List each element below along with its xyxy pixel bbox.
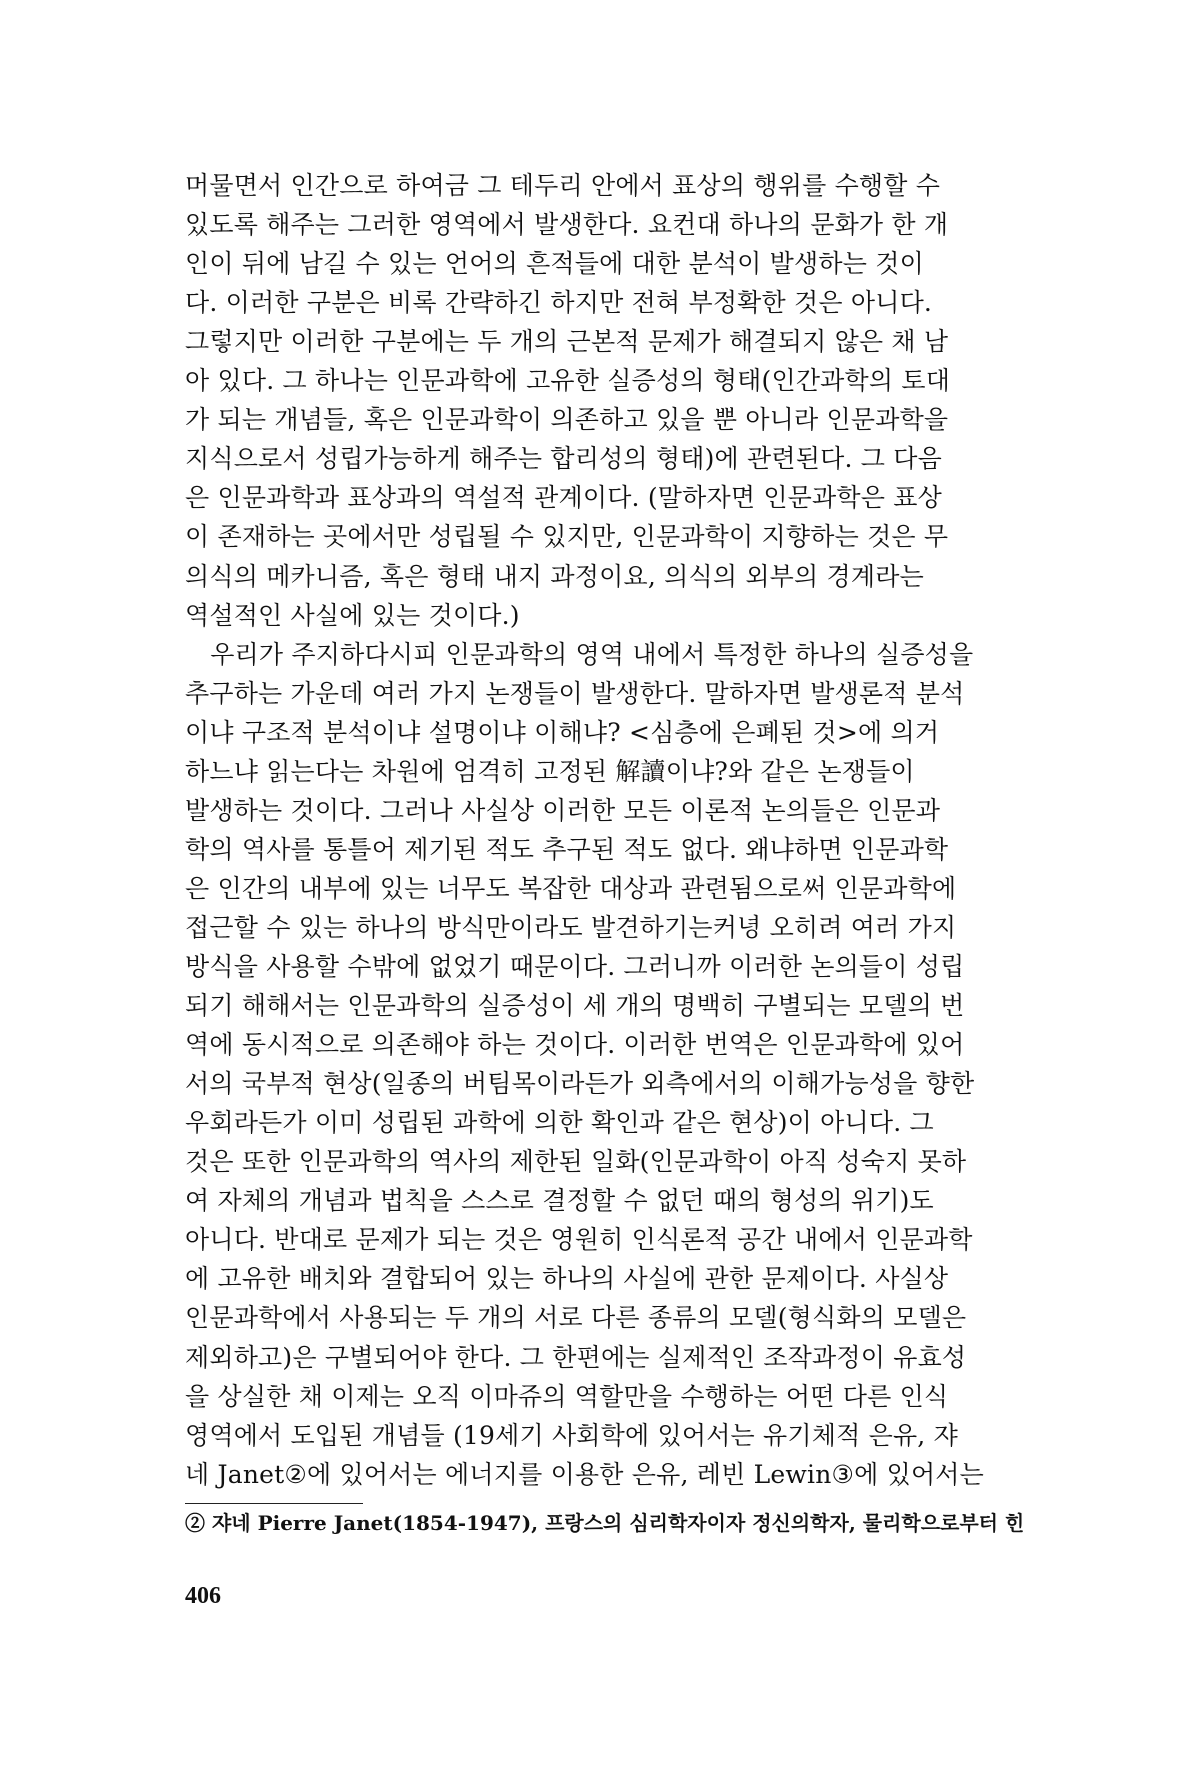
footnote-rule xyxy=(185,1503,363,1504)
text-line: 은 인문과학과 표상과의 역설적 관계이다. (말하자면 인문과학은 표상 xyxy=(185,483,942,513)
text-line: 추구하는 가운데 여러 가지 논쟁들이 발생한다. 말하자면 발생론적 분석 xyxy=(185,678,965,708)
text-line: 학의 역사를 통틀어 제기된 적도 추구된 적도 없다. 왜냐하면 인문과학 xyxy=(185,834,949,864)
page-number: 406 xyxy=(185,1583,221,1609)
text-line: 우회라든가 이미 성립된 과학에 의한 확인과 같은 현상)이 아니다. 그 xyxy=(185,1108,934,1138)
text-line: 접근할 수 있는 하나의 방식만이라도 발견하기는커녕 오히려 여러 가지 xyxy=(185,912,957,942)
text-line: 역설적인 사실에 있는 것이다.) xyxy=(185,600,520,630)
text-line: 을 상실한 채 이제는 오직 이마쥬의 역할만을 수행하는 어떤 다른 인식 xyxy=(185,1381,949,1411)
text-line: 우리가 주지하다시피 인문과학의 영역 내에서 특정한 하나의 실증성을 xyxy=(185,639,974,669)
text-line: 제외하고)은 구별되어야 한다. 그 한편에는 실제적인 조작과정이 유효성 xyxy=(185,1342,967,1372)
text-line: 서의 국부적 현상(일종의 버팀목이라든가 외측에서의 이해가능성을 향한 xyxy=(185,1069,975,1099)
text-line: 인이 뒤에 남길 수 있는 언어의 흔적들에 대한 분석이 발생하는 것이 xyxy=(185,249,924,279)
text-line: 의식의 메카니즘, 혹은 형태 내지 과정이요, 의식의 외부의 경계라는 xyxy=(185,561,924,591)
text-line: 있도록 해주는 그러한 영역에서 발생한다. 요컨대 하나의 문화가 한 개 xyxy=(185,210,949,240)
text-line: 머물면서 인간으로 하여금 그 테두리 안에서 표상의 행위를 수행할 수 xyxy=(185,171,941,200)
text-line: 가 되는 개념들, 혹은 인문과학이 의존하고 있을 뿐 아니라 인문과학을 xyxy=(185,405,949,435)
text-line: 은 인간의 내부에 있는 너무도 복잡한 대상과 관련됨으로써 인문과학에 xyxy=(185,873,957,903)
text-line: 하느냐 읽는다는 차원에 엄격히 고정된 解讀이냐?와 같은 논쟁들이 xyxy=(185,756,915,786)
text-line: 아 있다. 그 하나는 인문과학에 고유한 실증성의 형태(인간과학의 토대 xyxy=(185,366,951,396)
text-line: 인문과학에서 사용되는 두 개의 서로 다른 종류의 모델(형식화의 모델은 xyxy=(185,1303,967,1333)
text-line: 되기 해해서는 인문과학의 실증성이 세 개의 명백히 구별되는 모델의 번 xyxy=(185,991,965,1021)
text-line: 에 고유한 배치와 결합되어 있는 하나의 사실에 관한 문제이다. 사실상 xyxy=(185,1264,949,1294)
footnote: ② 쟈네 Pierre Janet(1854-1947), 프랑스의 심리학자이자 정신의학자, 물리학으로부터 힌 xyxy=(185,1511,1025,1535)
text-line: 아니다. 반대로 문제가 되는 것은 영원히 인식론적 공간 내에서 인문과학 xyxy=(185,1225,973,1255)
text-line: 이 존재하는 곳에서만 성립될 수 있지만, 인문과학이 지향하는 것은 무 xyxy=(185,522,949,552)
text-line: 여 자체의 개념과 법칙을 스스로 결정할 수 없던 때의 형성의 위기)도 xyxy=(185,1186,934,1216)
text-line: 이냐 구조적 분석이냐 설명이냐 이해냐? <심층에 은폐된 것>에 의거 xyxy=(185,717,940,747)
text-line: 영역에서 도입된 개념들 (19세기 사회학에 있어서는 유기체적 은유, 쟈 xyxy=(185,1420,958,1450)
text-line: 다. 이러한 구분은 비록 간략하긴 하지만 전혀 부정확한 것은 아니다. xyxy=(185,288,933,318)
text-line: 역에 동시적으로 의존해야 하는 것이다. 이러한 번역은 인문과학에 있어 xyxy=(185,1030,965,1060)
text-line: 방식을 사용할 수밖에 없었기 때문이다. 그러니까 이러한 논의들이 성립 xyxy=(185,952,965,981)
text-line: 발생하는 것이다. 그러나 사실상 이러한 모든 이론적 논의들은 인문과 xyxy=(185,795,941,825)
text-line: 그렇지만 이러한 구분에는 두 개의 근본적 문제가 해결되지 않은 채 남 xyxy=(185,327,949,357)
text-line: 지식으로서 성립가능하게 해주는 합리성의 형태)에 관련된다. 그 다음 xyxy=(185,444,942,474)
text-line: 네 Janet②에 있어서는 에너지를 이용한 은유, 레빈 Lewin③에 있어서는 xyxy=(185,1459,985,1489)
text-line: 것은 또한 인문과학의 역사의 제한된 일화(인문과학이 아직 성숙지 못하 xyxy=(185,1147,967,1177)
